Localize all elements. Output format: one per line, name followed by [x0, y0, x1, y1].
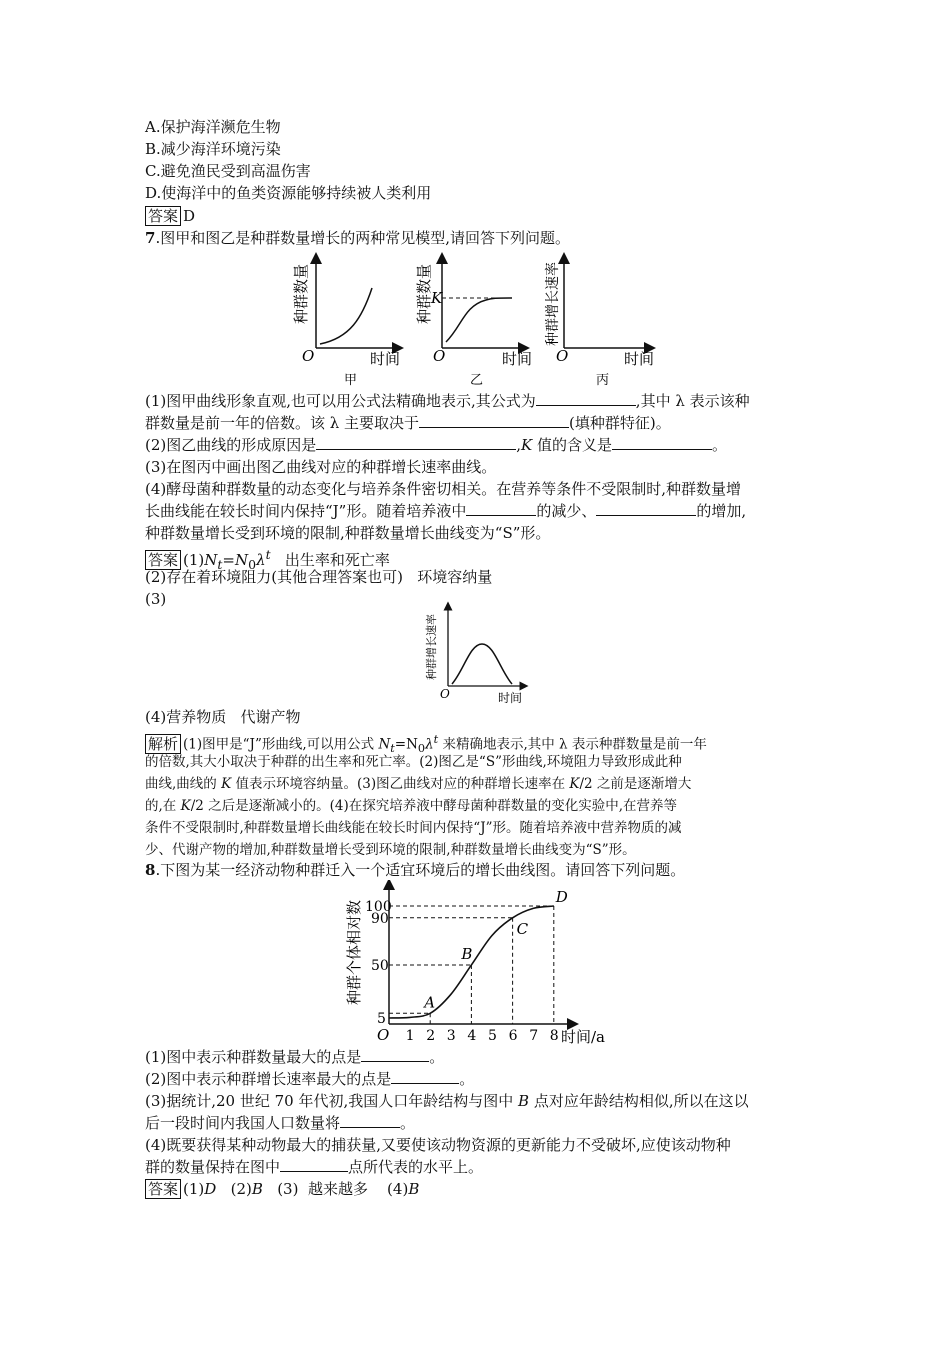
analysis-label: 解析	[145, 734, 181, 754]
q6-answer	[145, 206, 195, 226]
q7-analysis-5: 条件不受限制时,种群数量增长曲线能在较长时间内保持“J”形。随着培养液中营养物质的减	[145, 820, 682, 836]
text: 曲线,曲线的	[145, 776, 222, 792]
text: 。	[459, 1070, 475, 1088]
point-label-A: A	[424, 993, 436, 1012]
x-axis-label: 时间	[498, 691, 523, 705]
point-label-D: D	[555, 888, 568, 906]
q6-option-a: A.保护海洋濒危生物	[145, 118, 281, 136]
k-symbol: K	[569, 776, 580, 792]
text: 后一段时间内我国人口数量将	[145, 1114, 341, 1132]
text: 出生率和死亡率	[270, 551, 390, 569]
y-axis-label: 种群数量	[292, 263, 310, 324]
origin-label: O	[377, 1026, 390, 1044]
q8-part1	[145, 1047, 444, 1067]
x-tick-label: 3	[446, 1028, 456, 1044]
k-symbol: K	[521, 436, 533, 454]
text: 的减少、	[536, 502, 597, 520]
text: (1)	[183, 1180, 205, 1198]
point-label-B: B	[461, 944, 473, 963]
k-symbol: K	[221, 776, 232, 792]
x-tick-label: 2	[426, 1028, 436, 1044]
origin-label: O	[302, 347, 315, 365]
text: ,其中 λ 表示该种	[635, 392, 750, 410]
formula: =N	[394, 736, 418, 753]
formula: N	[235, 551, 249, 569]
formula: λ	[425, 736, 434, 753]
q8-growth-chart	[335, 880, 615, 1050]
text: 的,在	[145, 798, 181, 814]
k-label: K	[431, 289, 443, 307]
x-axis-title: 时间/a	[561, 1028, 605, 1046]
text: (1)图甲曲线形象直观,也可以用公式法精确地表示,其公式为	[145, 392, 536, 410]
q7-answer-2: (2)存在着环境阻力(其他合理答案也可) 环境容纳量	[145, 568, 493, 586]
q7-analysis-6: 少、代谢产物的增加,种群数量增长受到环境的限制,种群数量增长曲线变为“S”形。	[145, 842, 636, 858]
formula: =	[222, 551, 235, 569]
text: 来精确地表示,其中 λ 表示种群数量是前一年	[438, 736, 707, 753]
blank[interactable]	[612, 435, 712, 450]
answer-label: 答案	[145, 206, 181, 226]
q8-stem	[145, 860, 685, 880]
q6-option-c: C.避免渔民受到高温伤害	[145, 162, 311, 180]
blank[interactable]	[280, 1157, 348, 1172]
blank[interactable]	[391, 1069, 459, 1084]
q8-part4-line2	[145, 1157, 483, 1177]
text: /2 之前是逐渐增大	[579, 776, 692, 792]
text: 。	[429, 1048, 445, 1066]
point-symbol: B	[251, 1180, 263, 1198]
q8-answer	[145, 1179, 419, 1199]
q7-part2	[145, 435, 727, 455]
point-symbol: B	[408, 1180, 420, 1198]
q6-option-b: B.减少海洋环境污染	[145, 140, 281, 158]
figure-caption: 乙	[470, 373, 484, 388]
k-symbol: K	[180, 798, 191, 814]
formula: 0	[248, 557, 257, 572]
q7-part4-line2	[145, 501, 746, 521]
text: ,	[516, 436, 522, 454]
y-axis-label: 种群增长速率	[425, 614, 438, 680]
text: (1)	[183, 551, 205, 569]
x-axis-label: 时间	[502, 350, 533, 368]
y-axis-title: 种群个体相对数	[345, 899, 363, 1005]
text: 的增加,	[696, 502, 747, 520]
answer-label: 答案	[145, 1179, 181, 1199]
q6-option-d: D.使海洋中的鱼类资源能够持续被人类利用	[145, 184, 432, 202]
q7-stem	[145, 228, 570, 248]
formula: t	[217, 557, 223, 572]
point-symbol: D	[204, 1180, 217, 1198]
q7-part4-line1: (4)酵母菌种群数量的动态变化与培养条件密切相关。在营养等条件不受限制时,种群数量增	[145, 480, 742, 498]
origin-label: O	[440, 687, 450, 701]
text: 点所代表的水平上。	[348, 1158, 484, 1176]
text: 值的含义是	[532, 436, 613, 454]
origin-label: O	[556, 347, 569, 365]
text: 长曲线能在较长时间内保持“J”形。随着培养液中	[145, 502, 467, 520]
q7-part1-line2	[145, 413, 671, 433]
answer-value: D	[183, 207, 196, 225]
blank[interactable]	[466, 501, 536, 516]
answer-label: 答案	[145, 550, 181, 570]
figure-bing	[544, 258, 654, 388]
y-tick-label: 90	[371, 910, 389, 927]
formula: t	[433, 733, 439, 746]
formula: N	[378, 736, 391, 753]
origin-label: O	[433, 347, 446, 365]
text: 点对应年龄结构相似,所以在这以	[529, 1092, 749, 1110]
y-tick-label: 100	[365, 899, 392, 915]
text: (填种群特征)。	[569, 414, 671, 432]
figure-jia	[292, 258, 400, 388]
q7-answer-figure	[420, 600, 530, 710]
q7-answer-3: (3)	[145, 590, 167, 608]
q8-part4-line1: (4)既要获得某种动物最大的捕获量,又要使该动物资源的更新能力不受破坏,应使该动物种	[145, 1136, 731, 1154]
formula: t	[265, 547, 271, 562]
x-axis-label: 时间	[370, 350, 401, 368]
j-curve	[320, 288, 372, 344]
q7-analysis-2: 的倍数,其大小取决于种群的出生率和死亡率。(2)图乙是“S”形曲线,环境阻力导致形成此种	[145, 754, 682, 770]
text: (3)据统计,20 世纪 70 年代初,我国人口年龄结构与图中	[145, 1092, 519, 1110]
blank[interactable]	[419, 413, 569, 428]
text: (2)	[216, 1180, 252, 1198]
figure-yi	[415, 258, 532, 388]
blank[interactable]	[316, 435, 516, 450]
y-axis-label: 种群增长速率	[545, 262, 561, 346]
text: /2 之后是逐渐减小的。(4)在探究培养液中酵母菌种群数量的变化实验中,在营养等	[190, 798, 678, 814]
blank[interactable]	[596, 501, 696, 516]
y-tick-label: 5	[377, 1011, 386, 1027]
text: (1)图中表示种群数量最大的点是	[145, 1048, 362, 1066]
blank[interactable]	[361, 1047, 429, 1062]
q8-part3-line1	[145, 1091, 749, 1111]
q8-part2	[145, 1069, 474, 1089]
point-symbol: B	[518, 1092, 530, 1110]
figure-caption: 丙	[596, 373, 610, 388]
x-tick-label: 1	[405, 1028, 415, 1044]
point-label-C: C	[516, 919, 529, 938]
q7-part1-line1	[145, 391, 750, 411]
y-axis-label: 种群数量	[415, 263, 433, 324]
formula: N	[204, 551, 218, 569]
q7-analysis-4	[145, 796, 677, 816]
text: 群数量是前一年的倍数。该 λ 主要取决于	[145, 414, 420, 432]
x-tick-label: 7	[529, 1028, 539, 1044]
text: 值表示环境容纳量。(3)图乙曲线对应的种群增长速率在	[231, 776, 570, 792]
blank[interactable]	[536, 391, 636, 406]
y-tick-label: 50	[371, 957, 389, 974]
x-tick-label: 5	[488, 1028, 497, 1044]
blank[interactable]	[340, 1113, 400, 1128]
text: 。	[712, 436, 728, 454]
q7-part4-line3: 种群数量增长受到环境的限制,种群数量增长曲线变为“S”形。	[145, 524, 551, 542]
text: 。	[400, 1114, 416, 1132]
question-number: 7	[145, 229, 156, 247]
q7-part3: (3)在图丙中画出图乙曲线对应的种群增长速率曲线。	[145, 458, 497, 476]
question-number: 8	[145, 861, 156, 879]
x-tick-label: 4	[467, 1028, 477, 1044]
growth-rate-curve	[452, 644, 512, 684]
q8-part3-line2	[145, 1113, 415, 1133]
question-stem: .下图为某一经济动物种群迁入一个适宜环境后的增长曲线图。请回答下列问题。	[155, 861, 686, 879]
q7-figures	[280, 248, 680, 393]
text: (2)图中表示种群增长速率最大的点是	[145, 1070, 392, 1088]
text: (3) 越来越多 (4)	[262, 1180, 409, 1198]
text: 群的数量保持在图中	[145, 1158, 281, 1176]
x-axis-label: 时间	[624, 350, 655, 368]
text: (2)图乙曲线的形成原因是	[145, 436, 317, 454]
formula: 0	[417, 742, 426, 756]
question-stem: .图甲和图乙是种群数量增长的两种常见模型,请回答下列问题。	[155, 229, 570, 247]
q7-analysis-3	[145, 774, 691, 794]
text: (1)图甲是“J”形曲线,可以用公式	[183, 736, 379, 753]
x-tick-label: 8	[549, 1028, 559, 1044]
s-curve	[446, 298, 512, 342]
formula: λ	[256, 551, 266, 569]
figure-caption: 甲	[344, 373, 358, 388]
q7-answer-4: (4)营养物质 代谢产物	[145, 708, 301, 726]
x-tick-label: 6	[508, 1028, 518, 1044]
formula: t	[390, 742, 395, 756]
